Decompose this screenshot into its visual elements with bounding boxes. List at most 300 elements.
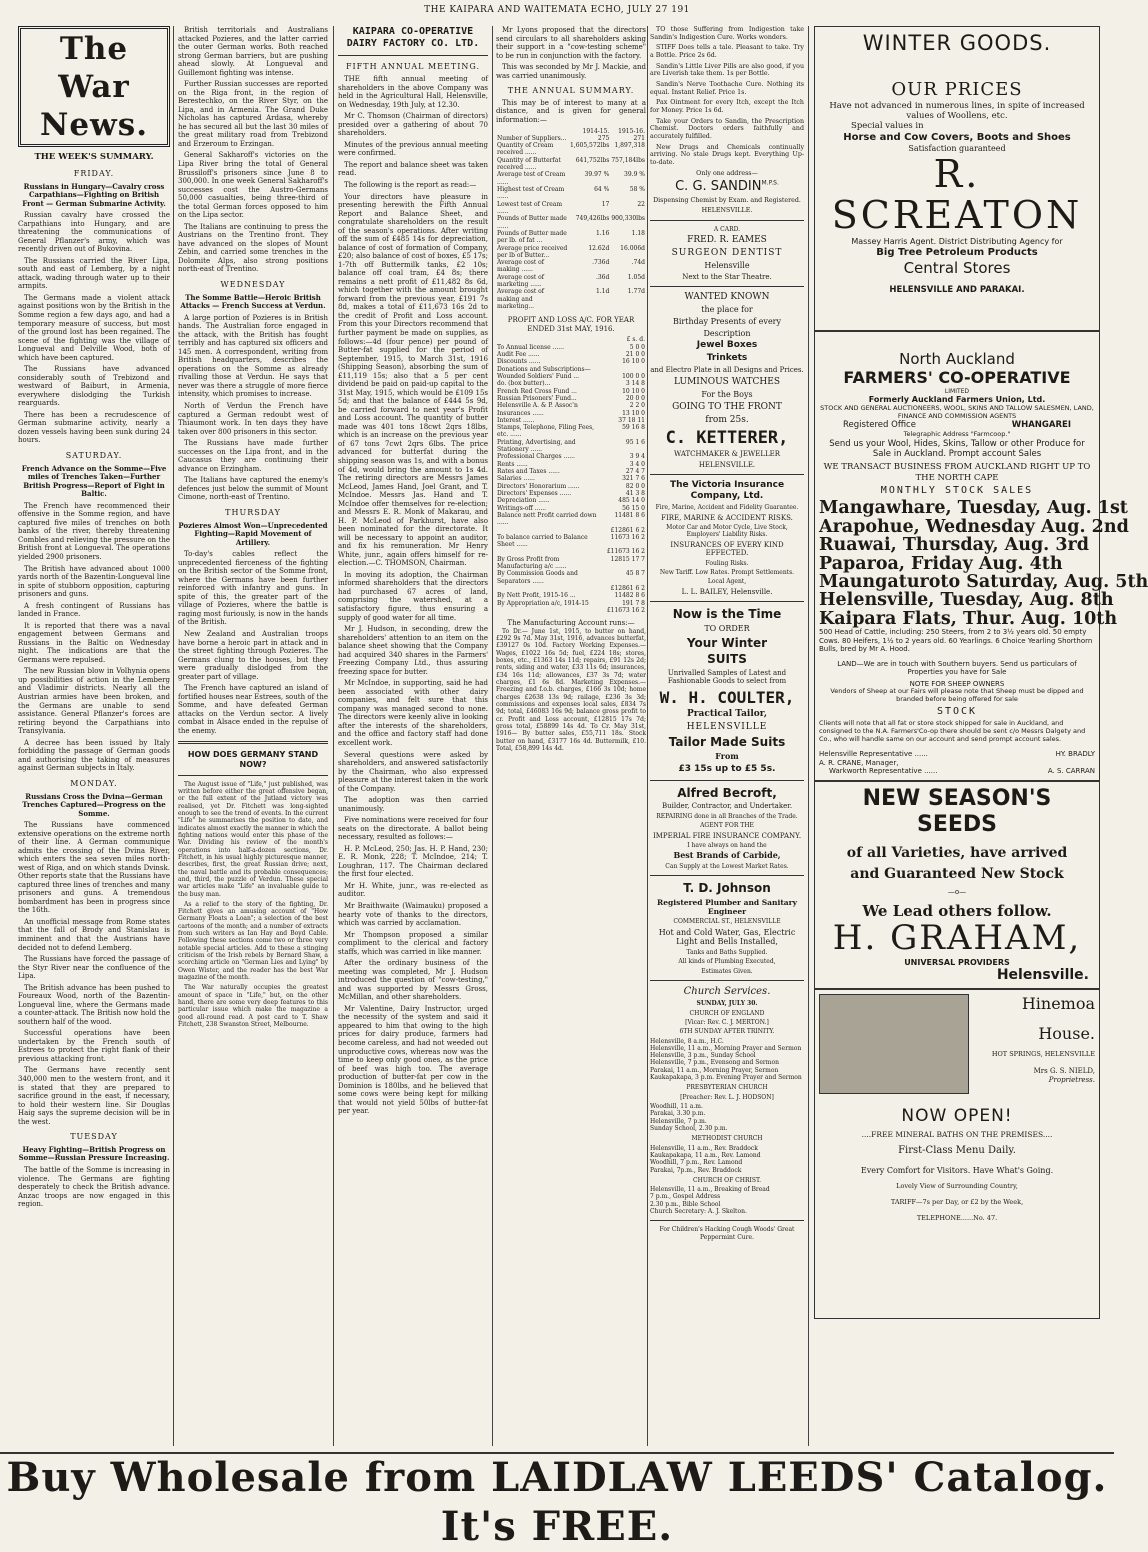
meeting-paragraph: Mr C. Thomson (Chairman of directors) presided over a gathering of about 70 shareholders. — [338, 112, 488, 138]
meeting-paragraph: The following is the report as read:— — [344, 180, 477, 189]
church-line: 6TH SUNDAY AFTER TRINITY. — [679, 1028, 775, 1036]
article-paragraph: The War naturally occupies the greatest amount of space in "Life," but, on the other hand, there are some very deep features to this particular issue which make the magazine a good all-round read. A post card to T. Shaw Fitchett, 238 Swanston Street, Melbourne. — [178, 984, 328, 1028]
advert-line: Horse and Cow Covers, Boots and Shoes — [843, 131, 1071, 143]
table-cell: Professional Charges ...... — [497, 453, 575, 461]
advert-line: COMMERCIAL ST., HELENSVILLE — [673, 918, 781, 926]
divider — [650, 875, 804, 876]
news-headline: Heavy Fighting—British Progress on Somme—Russian Pressure Increasing. — [18, 1144, 170, 1163]
summary-heading: THE ANNUAL SUMMARY. — [507, 86, 635, 96]
table-row — [496, 424, 646, 439]
advert-line: I have always on hand the — [687, 842, 767, 850]
graham-name: H. GRAHAM, — [832, 918, 1082, 959]
advert-line: £3 15s up to £5 5s. — [678, 763, 776, 774]
table-row — [496, 288, 646, 310]
table-cell: 39.9 % — [624, 171, 645, 179]
meeting-paragraph: Mr H. White, junr., was re-elected as auditor. — [338, 881, 488, 899]
table-row — [496, 527, 646, 534]
table-row — [496, 417, 646, 424]
church-line: Kaukapakapa, 3 p.m. Evening Prayer and Sermon — [650, 1074, 802, 1082]
table-row — [496, 344, 646, 351]
table-cell: To balance carried to Balance Sheet ...... — [497, 533, 588, 549]
church-line: 2.30 p.m., Bible School — [650, 1200, 721, 1208]
table-cell: 21 0 0 — [625, 351, 645, 359]
sale-date: Paparoa, Friday Aug. 4th — [819, 553, 1063, 574]
advert-line: Send us your Wool, Hides, Skins, Tallow or other Produce for Sale in Auckland. Prompt account Sales — [829, 438, 1085, 460]
table-cell: Audit Fee ...... — [497, 351, 540, 359]
advert-line: For the Boys — [701, 389, 753, 399]
table-cell: 22 — [637, 200, 645, 208]
johnson-advert — [650, 881, 804, 975]
meeting-paragraph: This was seconded by Mr J. Mackie, and was carried unanimously. — [496, 63, 646, 80]
table-cell: Lowest test of Cream ...... — [497, 200, 563, 215]
manufacturing-heading: The Manufacturing Account runs:— — [507, 619, 635, 628]
column-rule — [808, 26, 809, 1446]
table-cell: £11673 16 2 — [606, 606, 645, 614]
table-cell: 1.1d — [595, 288, 610, 296]
advert-line: TO ORDER — [704, 623, 750, 633]
table-cell: Wounded Soldiers' Fund ... — [497, 372, 580, 380]
advert-line: A CARD. — [713, 225, 741, 233]
table-row — [496, 245, 646, 260]
advert-line: Fire, Marine, Accident and Fidelity Guarantee. — [655, 504, 799, 512]
table-cell: 271 — [633, 134, 645, 142]
article-headline: HOW DOES GERMANY STAND NOW? — [187, 750, 319, 770]
meeting-paragraph: The report and balance sheet was taken read. — [338, 160, 488, 178]
meeting-paragraph: Several questions were asked by shareholders, and answered satisfactorily by the Chairman, who also expressed pleasure at the interest taken in the work of the Company. — [338, 750, 488, 793]
central-stores: Central Stores — [903, 259, 1011, 278]
news-paragraph: The British have advanced about 1000 yards north of the Bazentin-Longueval line in spite of stubborn opposition, capturing prisoners and guns. — [18, 564, 170, 599]
table-row — [496, 366, 646, 373]
ketterer-advert — [650, 292, 804, 469]
news-paragraph: The French have captured an island of fortified houses near Estrees, south of the Somme, and have defeated German attacks on the Verdun sector. A lively combat in Alsace ended in the repulse of the enemy. — [178, 684, 328, 735]
news-headline: French Advance on the Somme—Five miles of Trenches Taken—Further British Progress—Report of Fight in Baltic. — [21, 463, 167, 499]
screaton-advert — [814, 26, 1100, 331]
table-cell: 3 4 0 — [629, 460, 645, 468]
news-paragraph: The Russians carried the River Lipa, south and east of Lemberg, by a night attack, wading through water up to their armpits. — [18, 256, 170, 291]
table-row — [496, 410, 646, 417]
table-cell: 45 8 7 — [625, 570, 645, 578]
news-paragraph: Further Russian successes are reported on the Riga front, in the region of Berestechko, on the River Styr, on the Lipa, and in Armenia. The Grand Duke Nicholas has captured Ardasa, whereby he has secured all but the last 30 miles of the great military road from Trebizond and Erzeroum to Erzingan. — [178, 80, 328, 148]
church-line: Helensville, 7 p.m., Evensong and Sermon — [650, 1059, 779, 1067]
church-line: Helensville, 11 a.m., Rev. Braddock — [650, 1144, 758, 1152]
advert-line: Have not advanced in numerous lines, in spite of increased values of Woollens, etc. — [829, 100, 1085, 121]
advert-line: Mrs G. S. NIELD, — [1033, 1067, 1095, 1076]
table-cell: 41 3 8 — [625, 489, 645, 497]
church-date: SUNDAY, JULY 30. — [696, 1000, 758, 1008]
sale-date: Arapohue, Wednesday Aug. 2nd — [819, 516, 1129, 537]
advert-line: GOING TO THE FRONT — [672, 401, 782, 412]
column-war-news-continued — [178, 26, 328, 1446]
advert-line: STOCK AND GENERAL AUCTIONEERS, WOOL, SKINS AND TALLOW SALESMEN, LAND, FINANCE AND COMMISSION AGENTS — [820, 403, 1094, 420]
table-cell: 39.97 % — [584, 171, 610, 179]
table-cell: 10 10 0 — [622, 387, 645, 395]
news-paragraph: The Germans have recently sent 340,000 men to the western front, and it is stated that they are prepared to sacrifice ground in the east, if necessary, to hold their western line. Sir Douglas Haig says the supreme decision will be in the west. — [18, 1066, 170, 1126]
advert-line: STIFF Does tells a tale. Pleasant to take. Try a Bottle. Price 2s 6d. — [650, 44, 804, 60]
table-cell: 12.62d — [588, 244, 610, 252]
advert-line: Proprietress. — [1048, 1075, 1095, 1084]
advert-line: Lovely View of Surrounding Country, — [896, 1182, 1018, 1191]
divider — [338, 55, 488, 56]
cough-advert: For Children's Hacking Cough Woods' Great Peppermint Cure. — [659, 1226, 795, 1241]
news-paragraph: Russian cavalry have crossed the Carpathians into Hungary, and are threatening the communications of General Pflanzer's army, which was recently driven out of Bukovina. — [18, 211, 170, 254]
table-cell — [606, 366, 646, 373]
advert-line: HELENSVILLE. — [701, 206, 753, 214]
advert-line: from 25s. — [705, 414, 749, 425]
table-cell: 2 2 0 — [629, 402, 645, 410]
day-heading: TUESDAY — [70, 1132, 118, 1142]
sandin-name: C. G. SANDIN — [675, 179, 762, 195]
table-cell — [496, 607, 606, 614]
column-war-news — [18, 26, 170, 1446]
advert-line: UNIVERSAL PROVIDERS — [904, 957, 1010, 967]
column-rule — [173, 26, 174, 1446]
meeting-paragraph: Your directors have pleasure in presenting herewith the Fifth Annual Report and Balance Sheet, and congratulate shareholders on the result of the season's operations. After writing off the sum of £485 14s for depreciation, balance of cost of formation of Company, £20; also balance of cost of boxes, £5 17s; 1-7th off Buttermilk tanks, £2 10s; balance off coal tram, £4 8s; there remains a nett profit of £11,482 8s 6d, which together with the amount brought forward from the previous year, £191 7s 8d, makes a total of £11,673 16s 2d to the credit of Profit and Loss account. From this your Directors recommend that further payment be made on supplies, as follows:—4d (four pence) per pound of Butter-fat supplied for the period of September, 1915, to March 31st, 1916 (Shipping Season), absorbing the sum of £11,119 15s; also that a 5 per cent dividend be paid on paid-up capital to the 31st May, 1915, which would be £109 15s 5d; and that the balance of £444 5s 9d, be carried forward to next year's Profit and Loss account. The quantity of butter made was 401 tons 18cwt 2qrs 18lbs, which is an increase on the previous year of 67 tons 7cwt 2qrs 6lbs. The price advanced for butterfat during the shipping season was 1s, and with a bonus of 4d, would bring the amount to 1s 4d. The retiring directors are Messrs James McLeod, James Hand, Joel Grant, and T. McIndoe. Messrs Jas. Hand and T. McIndoe offer themselves for re-election; and Messrs E. R. Monk of Makarau, and H. P. McLeod of Parkhurst, have also been nominated for the directorate. It will be necessary to appoint an auditor, and fix his remuneration. Mr Henry White, junr., again offers himself for re-election.—C. THOMSON, Chairman. — [338, 192, 488, 568]
table-cell: .36d — [595, 273, 610, 281]
advert-line: Take your Orders to Sandin, the Prescription Chemist. Doctors orders faithfully and accurately fulfilled. — [650, 117, 804, 141]
advert-line: Tailor Made Suits — [668, 735, 786, 750]
advert-line: Best Brands of Carbide, — [673, 850, 781, 861]
meeting-paragraph: Mr Braithwaite (Waimauku) proposed a hearty vote of thanks to the directors, which was carried by acclamation. — [338, 902, 488, 928]
table-cell: Average test of Cream ...... — [497, 171, 566, 186]
table-row — [496, 497, 646, 504]
table-row — [496, 556, 646, 571]
church-line: Church Secretary: A. J. Skelton. — [650, 1208, 747, 1216]
advert-line: Sandin's Little Liver Pills are also good, if you are Liverish take them. 1s per Bottle. — [650, 62, 804, 78]
sale-date: Helensville, Tuesday, Aug. 8th — [819, 590, 1114, 611]
profit-loss-heading: PROFIT AND LOSS A/C. FOR YEAR ENDED 31st MAY, 1916. — [507, 316, 635, 333]
meeting-paragraph: THE fifth annual meeting of shareholders in the above Company was held in the Agricultural Hall, Helensville, on Wednesday, 19th July, at 12.30. — [338, 75, 488, 109]
eames-advert — [650, 226, 804, 282]
graham-advert — [814, 781, 1100, 990]
advert-line: Local Agent, — [707, 578, 747, 586]
meeting-paragraph: After the ordinary business of the meeting was completed, Mr J. Hudson introduced the question of "cow-testing," and was supported by Messrs Gross, McMillan, and other shareholders. — [338, 959, 488, 1002]
table-cell: French Red Cross Fund ... — [497, 387, 577, 395]
divider — [650, 474, 804, 475]
running-head: THE KAIPARA AND WAITEMATA ECHO, JULY 27 191 — [424, 5, 690, 15]
meeting-paragraph: Minutes of the previous annual meeting were confirmed. — [338, 140, 488, 158]
meeting-paragraph: Mr J. Hudson, in seconding, drew the shareholders' attention to an item on the balance sheet showing that the Company had acquired 340 shares in the Farmers' Freezing Company Ltd., thus assuring freezing space for butter. — [338, 625, 488, 676]
table-cell: 5 0 0 — [629, 343, 645, 351]
church-name: CHURCH OF ENGLAND — [689, 1009, 765, 1017]
table-cell: £12861 6 2 — [610, 526, 645, 534]
advert-line: Registered Office — [843, 420, 916, 431]
table-cell: To Annual license ...... — [497, 343, 564, 351]
divider — [650, 980, 804, 981]
table-row — [496, 142, 646, 157]
advert-line: Motor Car and Motor Cycle, Live Stock, Employers' Liability Risks. — [666, 524, 788, 539]
church-line: Sunday School, 2.30 p.m. — [650, 1124, 728, 1132]
divider — [650, 780, 804, 781]
table-row — [496, 336, 646, 343]
church-line: 7 p.m., Gospel Address — [650, 1193, 721, 1201]
advert-line: IMPERIAL FIRE INSURANCE COMPANY. — [652, 831, 802, 840]
advert-line: Unrivalled Samples of Latest and Fashionable Goods to select from — [667, 668, 787, 686]
dentist-role: SURGEON DENTIST — [671, 247, 783, 258]
church-line: Helensville, 11 a.m., Breaking of Bread — [650, 1186, 770, 1194]
column-local-ads — [650, 26, 804, 1446]
advert-line: WANTED KNOWN — [684, 292, 770, 303]
advert-line: Your Winter — [686, 635, 768, 650]
news-paragraph: It is reported that there was a naval engagement between Germans and Russians in the Baltic on Wednesday night. The indications are that the Germans were repulsed. — [18, 621, 170, 664]
advert-line: Clients will note that all fat or store stock shipped for sale in Auckland, and consigned to the N.A. Farmers'Co-op there should be sent c/o Messrs Dalgety and Co., who will handle same on our account and send prompt account sales. — [819, 719, 1086, 744]
table-row — [496, 259, 646, 274]
company-name-line2: DAIRY FACTORY CO. LTD. — [346, 38, 480, 50]
our-prices-heading: OUR PRICES — [891, 78, 1023, 100]
advert-line: Only one address— — [696, 169, 758, 177]
table-cell: Average cost of making ...... — [497, 259, 544, 274]
winter-goods-heading: WINTER GOODS. — [862, 31, 1052, 55]
meeting-paragraph: In moving its adoption, the Chairman informed shareholders that the directors had purchased 67 acres of land, comprising the watershed, at a satisfactory figure, thus ensuring a supply of good water for all time. — [338, 570, 488, 622]
war-news-title: The War News. — [18, 26, 170, 147]
table-cell: Discounts ...... — [497, 358, 541, 366]
advert-line: TELEPHONE......No. 47. — [916, 1214, 998, 1223]
table-cell: Stamps, Telephone, Filing Fees, etc. ...... — [497, 424, 595, 439]
coulter-advert — [650, 607, 804, 774]
table-row — [496, 607, 646, 614]
table-cell: £ s. d. — [626, 336, 645, 344]
meeting-paragraph: Mr McIndoe, in supporting, said he had been associated with other dairy companies, and felt sure that this company was managed second to none. The directors were keenly alive in looking after the interests of the shareholders, and the office and factory staff had done excellent work. — [338, 679, 488, 747]
table-row — [496, 274, 646, 289]
table-cell — [496, 128, 569, 135]
table-row — [496, 548, 646, 555]
table-cell: 900,330lbs — [611, 215, 645, 223]
news-paragraph: New Zealand and Australian troops have borne a heroic part in attack and in the street fighting through Pozieres. The Germans clung to the houses, but they were gradually dislodged from the greater part of village. — [178, 629, 328, 681]
church-line: Parakai, 7p.m., Rev. Braddock — [650, 1166, 742, 1174]
table-cell: Printing, Advertising, and Stationery ...... — [497, 438, 576, 454]
meeting-paragraph: Mr Valentine, Dairy Instructor, urged the necessity of the system and said it appeared to him that owing to the high prices for dairy produce, farmers had become careless, and had not weeded out unproductive cows, whereas now was the time to keep only good ones, as the price of beef was high too. The average production of butter-fat per cow in the Dominion is 180lbs, and he believed that some cows were being kept for milking that would not yield 50lbs of butter-fat per year. — [338, 1004, 488, 1116]
table-cell: 11482 8 6 — [614, 592, 645, 600]
table-cell: Pounds of Butter made per lb. of fat ... — [497, 229, 567, 245]
table-row — [496, 358, 646, 365]
table-cell — [496, 527, 606, 534]
table-row — [496, 490, 646, 497]
advert-line: and Guaranteed New Stock — [850, 866, 1064, 883]
table-cell: Highest test of Cream ...... — [497, 186, 565, 201]
divider — [178, 741, 328, 744]
advert-line: Can Supply at the Lowest Market Rates. — [665, 863, 789, 871]
advert-line: SUITS — [707, 652, 747, 667]
table-cell: Average cost of marketing ...... — [497, 273, 544, 289]
table-row — [496, 186, 646, 201]
table-cell: 485 14 0 — [618, 497, 645, 505]
advert-line: Telegraphic Address "Farmcoop." — [903, 429, 1011, 438]
table-cell: Insurances ...... — [497, 409, 544, 417]
table-row — [496, 157, 646, 172]
news-paragraph: British territorials and Australians attacked Pozieres, and the latter carried the outer German works. Both reached strong German barriers, but are pushing ahead slowly. At Longueval and Guillemont fighting was intense. — [178, 26, 328, 77]
divider — [650, 601, 804, 602]
table-cell: 321 7 6 — [622, 475, 645, 483]
table-row — [496, 453, 646, 460]
becroft-name: Alfred Becroft, — [677, 785, 777, 800]
farmers-coop-advert — [814, 331, 1148, 781]
hotel-name-line2: House. — [1038, 1023, 1095, 1043]
advert-line: Builder, Contractor, and Undertaker. — [661, 802, 793, 811]
news-paragraph: The Russians have forced the passage of the Styr River near the confluence of the Lipa. — [18, 955, 170, 981]
laidlaw-leeds-banner: Buy Wholesale from LAIDLAW LEEDS' Catalog. It's FREE. — [0, 1452, 1114, 1502]
news-paragraph: The Germans made a violent attack against positions won by the British in the Somme region a few days ago, and had a temporary measure of success, but most of the ground lost has been regained. The scene of the fighting was the village of Longueval and Delville Wood, both of which have been captured. — [18, 293, 170, 362]
church-line: Helensville, 7 p.m. — [650, 1117, 707, 1125]
advert-line: HELENSVILLE — [686, 722, 768, 733]
news-paragraph: The new Russian blow in Volhynia opens up possibilities of action in the Lemberg and Vladimir districts. Nearly all the Austrian armies have been broken, and the Germans are unable to send assistance. General Pflanzer's forces are retiring beyond the Carpathians into Transylvania. — [18, 667, 170, 736]
table-row — [496, 534, 646, 549]
day-heading: WEDNESDAY — [220, 279, 286, 289]
sale-date: Mangawhare, Tuesday, Aug. 1st — [819, 498, 1128, 519]
table-cell: 58 % — [629, 186, 645, 194]
advert-line: Registered Plumber and Sanitary Engineer — [657, 898, 797, 917]
table-cell: 11673 16 2 — [610, 533, 645, 541]
day-heading: MONDAY. — [70, 778, 118, 788]
summary-intro: This may be of interest to many at a distance, and is given for general information:— — [496, 98, 646, 124]
day-heading: FRIDAY. — [73, 168, 115, 178]
advert-line: Tanks and Baths Supplied. — [686, 949, 768, 957]
hinemoa-advert — [814, 989, 1100, 1319]
column-rule — [333, 26, 334, 1446]
church-name: METHODIST CHURCH — [691, 1135, 763, 1143]
table-cell: Average cost of making and marketing... — [497, 288, 544, 311]
news-paragraph: North of Verdun the French have captured a German redoubt west of Thiaumont work. In ten days they have taken over 800 prisoners in this sector. — [178, 402, 328, 436]
advert-line: North Auckland — [899, 349, 1015, 368]
advert-line: HELENSVILLE. — [698, 460, 756, 469]
table-cell: 191 7 8 — [622, 599, 645, 607]
advert-line: Vendors of Sheep at our Fairs will please note that Sheep must be dipped and branded before being offered for sale — [830, 687, 1084, 704]
table-cell: Russian Prisoners' Fund... — [497, 394, 577, 402]
news-paragraph: There has been a recrudescence of German submarine activity, nearly a dozen vessels having been sunk during 24 hours. — [18, 410, 170, 445]
church-line: Helensville, 11 a.m., Morning Prayer and Sermon — [650, 1044, 802, 1052]
table-cell: 13 10 0 — [622, 409, 645, 417]
church-heading: Church Services. — [683, 986, 771, 998]
news-paragraph: The Italians have captured the enemy's defences just below the summit of Mount Cimone, north-east of Trentino. — [178, 476, 328, 502]
meeting-paragraph: Mr Lyons proposed that the directors send circulars to all shareholders asking their support in a "cow-testing scheme" to be run in conjunction with the factory. — [496, 26, 646, 60]
advert-line: Formerly Auckland Farmers Union, Ltd. — [868, 394, 1046, 404]
table-cell: Depreciation ...... — [497, 497, 550, 505]
news-paragraph: To-day's cables reflect the unprecedented fierceness of the fighting on the British sector of the Somme front, where the Germans have been further reinforced with infantry and guns. In spite of this, the greater part of the village of Pozieres, where the battle is raging most furiously, is now in the hands of the British. — [178, 550, 328, 627]
church-services — [650, 986, 804, 1241]
table-row — [496, 201, 646, 216]
advert-line: HY. BRADLY — [1055, 750, 1095, 758]
table-cell: 37 18 11 — [618, 416, 645, 424]
table-cell: 3 14 8 — [625, 380, 645, 388]
news-paragraph: An unofficial message from Rome states that the fall of Brody and Stanislau is imminent and that the Austrians have decided not to defend Lemberg. — [18, 917, 170, 952]
advert-line: WE TRANSACT BUSINESS FROM AUCKLAND RIGHT UP TO THE NORTH CAPE — [823, 462, 1091, 483]
table-cell: Salaries ...... — [497, 475, 535, 483]
advert-line: From — [715, 751, 739, 761]
table-row — [496, 395, 646, 402]
advert-line: Description — [703, 328, 751, 338]
sale-date: Maungaturoto Saturday, Aug. 5th — [819, 571, 1148, 592]
table-cell: 1915-16. — [618, 127, 645, 135]
hotel-photo — [819, 994, 969, 1094]
advert-line: LAND—We are in touch with Southern buyers. Send us particulars of Properties you have for Sale — [837, 659, 1077, 677]
table-cell: By Gross Profit from Manufacturing a/c ...... — [497, 555, 567, 571]
table-cell: 1.05d — [627, 273, 645, 281]
new-seeds-heading: NEW SEASON'S SEEDS — [862, 785, 1052, 838]
advert-line: Hot and Cold Water, Gas, Electric Light and Bells Installed, — [658, 927, 796, 947]
advert-line: A. R. CRANE, Manager, — [819, 758, 899, 767]
advert-line: REPAIRING done in all Branches of the Trade. — [656, 812, 798, 820]
table-row — [496, 483, 646, 490]
table-cell: 1.18 — [631, 229, 645, 237]
profit-loss-table — [496, 336, 646, 614]
advert-line: NOTE FOR SHEEP OWNERS — [909, 679, 1005, 688]
table-cell: By Commission Goods and Separators ...... — [497, 570, 578, 585]
church-line: Parakai, 11 a.m., Morning Prayer, Sermon — [650, 1066, 779, 1074]
meeting-paragraph: Mr Thompson proposed a similar compliment to the clerical and factory staffs, which was carried in like manner. — [338, 930, 488, 956]
screaton-name: R. SCREATON — [831, 151, 1083, 238]
table-cell: 275 — [597, 134, 610, 142]
meeting-paragraph: H. P. McLeod, 250; Jas. H. P. Hand, 230; E. R. Monk, 228; T. McIndoe, 214; T. Loughran, 117. The Chairman declared the first four elected. — [338, 844, 488, 879]
table-row — [496, 468, 646, 475]
advert-line: HOT SPRINGS, HELENSVILLE — [991, 1050, 1095, 1059]
sale-date: Kaipara Flats, Thur. Aug. 10th — [819, 608, 1118, 629]
table-row — [496, 373, 646, 380]
table-cell: 64 % — [594, 186, 610, 194]
church-line: [Vicar: Rev. C. J. MERTON.] — [685, 1018, 769, 1026]
table-cell: Balance nett Profit carried down ...... — [497, 511, 597, 527]
table-row — [496, 230, 646, 245]
table-cell — [496, 336, 606, 343]
church-line: Woodhill, 7 p.m., Rev. Lamond — [650, 1159, 743, 1167]
advert-line: Next to the Star Theatre. — [682, 272, 772, 281]
advert-line: First-Class Menu Daily. — [898, 1145, 1016, 1157]
advert-line: STOCK — [936, 706, 978, 718]
advert-line: Helensville. — [996, 967, 1089, 984]
monthly-sales-heading: MONTHLY STOCK SALES — [880, 485, 1034, 497]
news-headline: Russians in Hungary—Cavalry cross Carpathians—Fighting on British Front — German Submarine Activity. — [22, 181, 166, 208]
advert-line: INSURANCES OF EVERY KIND EFFECTED. — [670, 540, 784, 558]
table-cell: .74d — [631, 259, 645, 267]
divider — [178, 775, 328, 776]
table-cell: 1,897,318 — [614, 142, 645, 150]
advert-line: TARIFF—7s per Day, or £2 by the Week, — [890, 1198, 1024, 1207]
advert-line: Pax Ointment for every Itch, except the Itch for Money. Price 1s 6d. — [650, 99, 804, 115]
table-cell — [496, 585, 606, 592]
table-cell: By Appropriation a/c, 1914-15 — [497, 599, 589, 607]
advert-line: WATCHMAKER & JEWELLER — [673, 450, 781, 459]
table-cell: 100 0 0 — [622, 372, 645, 380]
advert-line: TO those Suffering from Indigestion take Sandin's Indigestion Cure. Works wonders. — [650, 26, 804, 41]
advert-line: WHANGAREI — [1011, 420, 1071, 431]
divider — [650, 286, 804, 287]
table-cell: Rates and Taxes ...... — [497, 468, 560, 476]
advert-line: of all Varieties, have arrived — [846, 845, 1068, 862]
article-paragraph: As a relief to the story of the fighting, Dr. Fitchett gives an amusing account of "How Germany Floats a Loan"; a selection of the best cartoons of the month; and a number of extracts from such writers as Ian Hay and Boyd Cable. Following these sections come two or three very notable special articles. Add to these a stinging criticism of the Irish rebels by Bernard Shaw, a scorching article on "German Lies and Lying" by Owen Wister, and the reader has the best War magazine of the month. — [178, 900, 328, 981]
coulter-name: W. H. COULTER, — [659, 687, 795, 707]
table-cell: Directors' Expenses ...... — [497, 489, 572, 497]
news-paragraph: Successful operations have been undertaken by the French south of Estrees to protect the right flank of their previous attacking front. — [18, 1029, 170, 1063]
table-cell: 12815 17 7 — [610, 555, 645, 563]
column-dairy-meeting — [338, 26, 488, 1446]
church-name: CHURCH OF CHRIST. — [693, 1176, 761, 1184]
table-row — [496, 128, 646, 135]
news-headline: Russians Cross the Dvina—German Trenches Captured—Progress on the Somme. — [22, 791, 166, 818]
advert-line: Estimates Given. — [701, 967, 753, 975]
table-cell: 16.006d — [620, 244, 645, 252]
advert-line: 500 Head of Cattle, including: 250 Steers, from 2 to 3½ years old. 50 empty Cows. 80 Heifers, 1½ to 2 years old. 60 Yearlings. 6 Choice Yearling Shorthorn Bulls, bred by Mr A. Hood. — [819, 628, 1093, 654]
table-cell: Interest ...... — [497, 416, 535, 424]
church-line: [Preacher: Rev. L. J. HODSON] — [680, 1093, 774, 1101]
table-row — [496, 585, 646, 592]
annual-summary-table — [496, 128, 646, 311]
table-cell: 16 10 0 — [622, 358, 645, 366]
table-cell: 82 0 0 — [625, 482, 645, 490]
table-row — [496, 402, 646, 409]
table-cell: Helensville A. & P. Assoc'n — [497, 402, 578, 410]
table-cell: Average price received per lb of Butter... — [497, 244, 568, 259]
advert-line: We Lead others follow. — [862, 901, 1052, 920]
table-cell: 749,426lbs — [575, 215, 610, 223]
advert-line: A. S. CARRAN — [1047, 767, 1095, 776]
advert-line: Jewel Boxes — [696, 340, 758, 351]
